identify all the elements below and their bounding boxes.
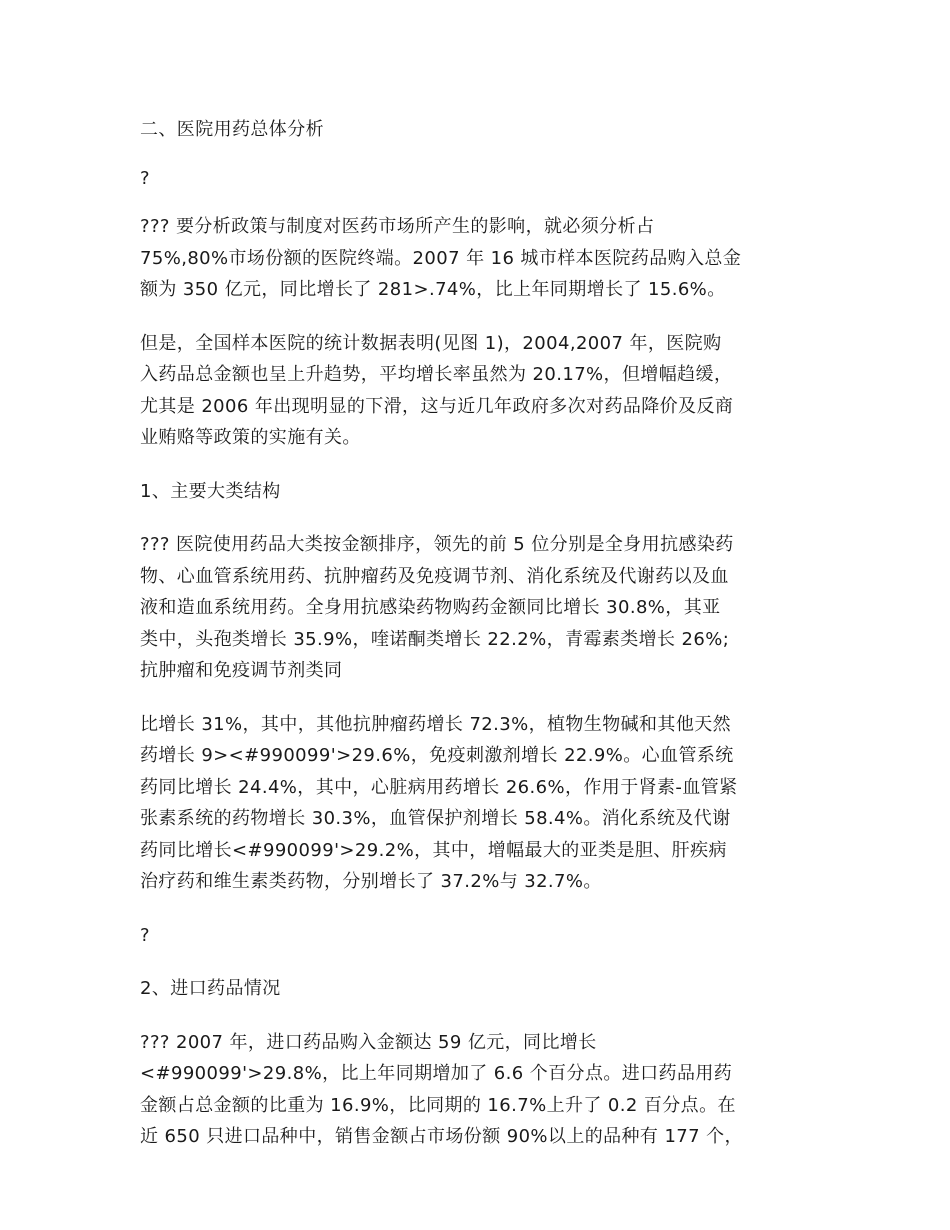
text-line: 75%,80%市场份额的医院终端。2007 年 16 城市样本医院药品购入总金: [140, 247, 742, 269]
text-line: ??? 要分析政策与制度对医药市场所产生的影响，就必须分析占: [140, 216, 655, 237]
paragraph-4: [140, 709, 820, 898]
text-line: ??? 医院使用药品大类按金额排序，领先的前 5 位分别是全身用抗感染药: [140, 534, 734, 555]
text-line: 张素系统的药物增长 30.3%，血管保护剂增长 58.4%。消化系统及代谢: [140, 808, 731, 829]
document-page: [140, 114, 820, 1153]
text-line: 近 650 只进口品种中，销售金额占市场份额 90%以上的品种有 177 个，: [140, 1126, 743, 1147]
text-line: 但是，全国样本医院的统计数据表明(见图 1)，2004,2007 年，医院购: [140, 332, 722, 354]
text-line: 药增长 9><#990099'>29.6%，免疫刺激剂增长 22.9%。心血管系统: [140, 745, 734, 766]
paragraph-2: [140, 328, 820, 454]
question-mark: ?: [140, 167, 150, 189]
paragraph-5: [140, 1027, 820, 1153]
placeholder-mark: [140, 920, 820, 952]
text-line: 液和造血系统用药。全身用抗感染药物购药金额同比增长 30.8%，其亚: [140, 597, 721, 618]
subheading-2: [140, 973, 820, 1005]
text-line: ??? 2007 年，进口药品购入金额达 59 亿元，同比增长: [140, 1031, 597, 1053]
text-line: 入药品总金额也呈上升趋势，平均增长率虽然为 20.17%，但增幅趋缓，: [140, 364, 733, 385]
question-mark: ?: [140, 924, 150, 946]
text-line: 药同比增长<#990099'>29.2%，其中，增幅最大的亚类是胆、肝疾病: [140, 839, 727, 861]
text-line: <#990099'>29.8%，比上年同期增加了 6.6 个百分点。进口药品用药: [140, 1063, 733, 1084]
text-line: 额为 350 亿元，同比增长了 281>.74%，比上年同期增长了 15.6%。: [140, 279, 726, 300]
text-line: 尤其是 2006 年出现明显的下滑，这与近几年政府多次对药品降价及反商: [140, 395, 734, 417]
text-line: 业贿赂等政策的实施有关。: [140, 427, 361, 448]
section-heading: [140, 114, 820, 146]
text-line: 物、心血管系统用药、抗肿瘤药及免疫调节剂、消化系统及代谢药以及血: [140, 565, 729, 587]
heading-text: 二、医院用药总体分析: [140, 119, 324, 140]
text-line: 治疗药和维生素类药物，分别增长了 37.2%与 32.7%。: [140, 871, 602, 892]
heading-text: 2、进口药品情况: [140, 978, 281, 999]
subheading-1: [140, 476, 820, 508]
text-line: 抗肿瘤和免疫调节剂类同: [140, 660, 343, 681]
heading-text: 1、主要大类结构: [140, 480, 281, 502]
text-line: 金额占总金额的比重为 16.9%，比同期的 16.7%上升了 0.2 百分点。在: [140, 1094, 736, 1116]
text-line: 比增长 31%，其中，其他抗肿瘤药增长 72.3%，植物生物碱和其他天然: [140, 713, 732, 735]
paragraph-1: [140, 211, 820, 306]
placeholder-mark: [140, 163, 820, 195]
text-line: 药同比增长 24.4%，其中，心脏病用药增长 26.6%，作用于肾素-血管紧: [140, 776, 738, 798]
paragraph-3: [140, 529, 820, 687]
text-line: 类中，头孢类增长 35.9%，喹诺酮类增长 22.2%，青霉素类增长 26%;: [140, 628, 730, 650]
